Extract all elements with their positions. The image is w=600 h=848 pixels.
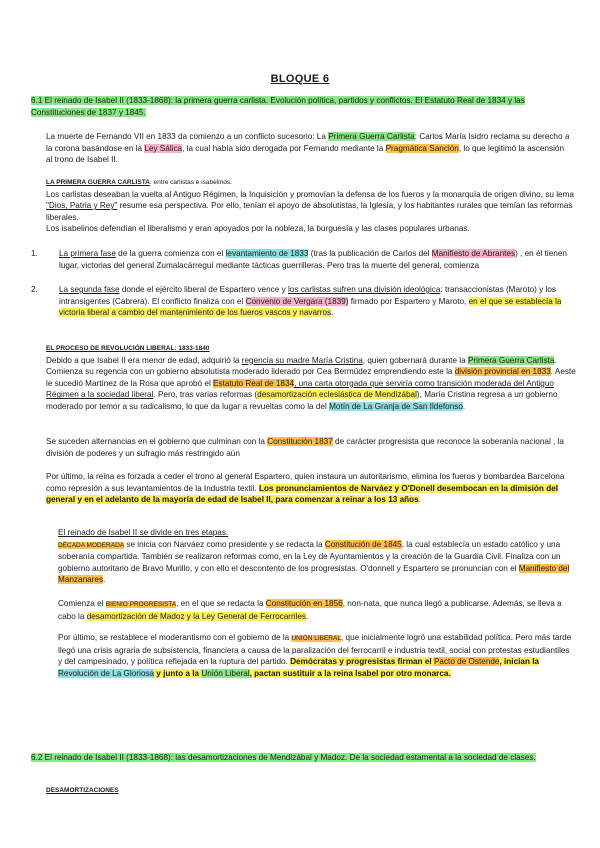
- highlight-pragmatica: Pragmática Sanción: [385, 143, 459, 153]
- etapas-block: El reinado de Isabel II se divide en tres etapas. DÉCADA MODERADA se inicia con Narváez como presidente y se redacta la Constitución de 1845, la cual establecía un estado católico y una soberanía compartida. También se realizaron reformas como, en la Ley de Ayuntamientos y la creación de la Guardia Civil. Finaliza con un gobierno autoritario de Bravo Murillo, y con ello el descontento de los progresistas. O'donnell y Espartero se pronuncian con el Manifiesto del Manzanares.: [58, 527, 574, 586]
- isabelinos-line: Los isabelinos defendían el liberalismo y eran apoyados por la nobleza, la burguesía y las clases populares urbanas.: [46, 224, 470, 234]
- section-heading-6-1: [31, 95, 571, 118]
- section-heading-text: 6.2 El reinado de Isabel II (1833-1868): las desamortizaciones de Mendizábal y Madoz. De la sociedad estamental a la sociedad de clases.: [31, 753, 536, 762]
- carlista-lema: "Dios, Patria y Rey": [46, 201, 118, 211]
- proceso-block: EL PROCESO DE REVOLUCIÓN LIBERAL: 1833-1840 Debido a que Isabel II era menor de edad, adquirió la regencia su madre María Cristina, quien gobernará durante la Primera Guerra Carlista. Comienza su regencia con un gobierno absolutista moderado liderado por Cea Bermúdez emprendiendo este la división provincial en 1833. Aeste le sucedió Martínez de la Rosa que aprobó el Estatuto Real de 1834, una carta otorgada que serviría como transición moderada del Antiguo Régimen a la sociedad liberal. Pero, tras varias reformas (desamortización eclesiástica de Mendizábal), María Cristina regresa a un gobierno moderado por temor a su radicalismo, lo que da lugar a revueltas como la del Motín de La Granja de San Ildefonso.: [46, 345, 576, 411]
- decada-moderada-label: DÉCADA MODERADA: [58, 541, 125, 549]
- bienio-paragraph: Comienza el BIENIO PROGRESISTA, en el que se redacta la Constitución en 1856, non-nata, que nunca llegó a publicarse. Además, se lleva a cabo la desamortización de Madoz y la Ley General de Ferrocarriles.: [58, 599, 562, 621]
- union-liberal-paragraph: Por último, se restablece el moderantismo con el gobierno de la UNIÓN LIBERAL, que inicialmente logró una estabilidad política. Pero más tarde llegó una crisis agraria de subsistencia, financiera a causa de la paralización del ferrocarril e industria textil, social con protestas estudiantiles y del campesinado, y política reflejada en la ruptura del partido. Demócratas y progresistas firman el Pacto de Ostende, inician la Revolución de La Gloriosa y junto a la Unión Liberal, pactan sustituir a la reina Isabel por otro monarca.: [58, 633, 572, 678]
- section-heading-text: 6.1 El reinado de Isabel II (1833-1868): la primera guerra carlista. Evolución política, partidos y conflictos. El Estatuto Real de 1834 y las Constituciones de 1837 y 1845.: [31, 96, 525, 117]
- carlista-heading: LA PRIMERA GUERRA CARLISTA: [46, 179, 150, 186]
- highlight-ley-salica: Ley Sálica: [144, 143, 183, 153]
- carlista-subheading: : entre carlistas e isabelinos.: [149, 179, 232, 186]
- highlight-primera-guerra: Primera Guerra Carlista: [328, 132, 415, 141]
- alternancias-paragraph: Se suceden alternancias en el gobierno que culminan con la Constitución 1837 de carácter progresista que reconoce la soberanía nacional , la división de poderes y un sufragio más restringido aún: [46, 437, 564, 458]
- desamortizaciones-heading-block: [46, 784, 346, 797]
- etapas-heading: El reinado de Isabel II se divide en tres etapas.: [58, 528, 229, 537]
- phase-list: 1. La primera fase de la guerra comienza con el levantamiento de 1833 (tras la publicación de Carlos del Manifiesto de Abrantes) , en él tienen lugar, victorias del general Zumalacárreguí mediante tácticas guerrilleras. Pero tras la muerte del general, comienza 2. La segunda fase donde el ejército liberal de Espartero vence y los carlistas sufren una división ideológica: transaccionistas (Maroto) y los intransigentes (Cabrera). El conflicto finaliza con el Convenio de Vergara (1839) firmado por Espartero y Maroto, en el que se establecía la victoria liberal a cambio del mantenimiento de los fueros vascos y navarros.: [31, 249, 567, 318]
- carlista-block: LA PRIMERA GUERRA CARLISTA: entre carlistas e isabelinos. Los carlistas deseaban la vuelta al Antiguo Régimen, la Inquisición y promovían la defensa de los fueros y la monarquía de origen divino, su lema "Dios, Patria y Rey" resume esa perspectiva. Por ello, tenían el apoyo de absolutistas, la Iglesia, y los habitantes rurales que temían las reformas liberales. Los isabelinos defendían el liberalismo y eran apoyados por la nobleza, la burguesía y las clases populares urbanas.: [46, 176, 576, 235]
- section-heading-6-2: [31, 752, 571, 764]
- bienio-label: BIENIO PROGRESISTA: [105, 601, 177, 608]
- union-liberal-label: UNIÓN LIBERAL: [291, 635, 341, 642]
- reina-paragraph: Por último, la reina es forzada a ceder el trono al general Espartero, quien instaura un autoritarismo, elimina los fueros y bombardea Barcelona como represión a sus levantamientos de la Industria textil. Los pronunciamientos de Narváez y O'Donell desembocan en la dimisión del general y en el adelanto de la mayoría de edad de Isabel II, para comenzar a reinar a los 13 años.: [46, 472, 565, 505]
- proceso-heading: EL PROCESO DE REVOLUCIÓN LIBERAL: 1833-1840: [46, 345, 210, 352]
- page-title: BLOQUE 6: [270, 73, 330, 85]
- intro-paragraph: La muerte de Fernando VII en 1833 da comienzo a un conflicto sucesorio: La Primera Guerra Carlista: Carlos María Isidro reclama su derecho a la corona basándose en la Ley Sálica, la cual había sido derogada por Fernando mediante la Pragmática Sanción, lo que legitimó la ascensión al trono de Isabel II.: [46, 132, 570, 165]
- desamortizaciones-heading: DESAMORTIZACIONES: [46, 787, 119, 794]
